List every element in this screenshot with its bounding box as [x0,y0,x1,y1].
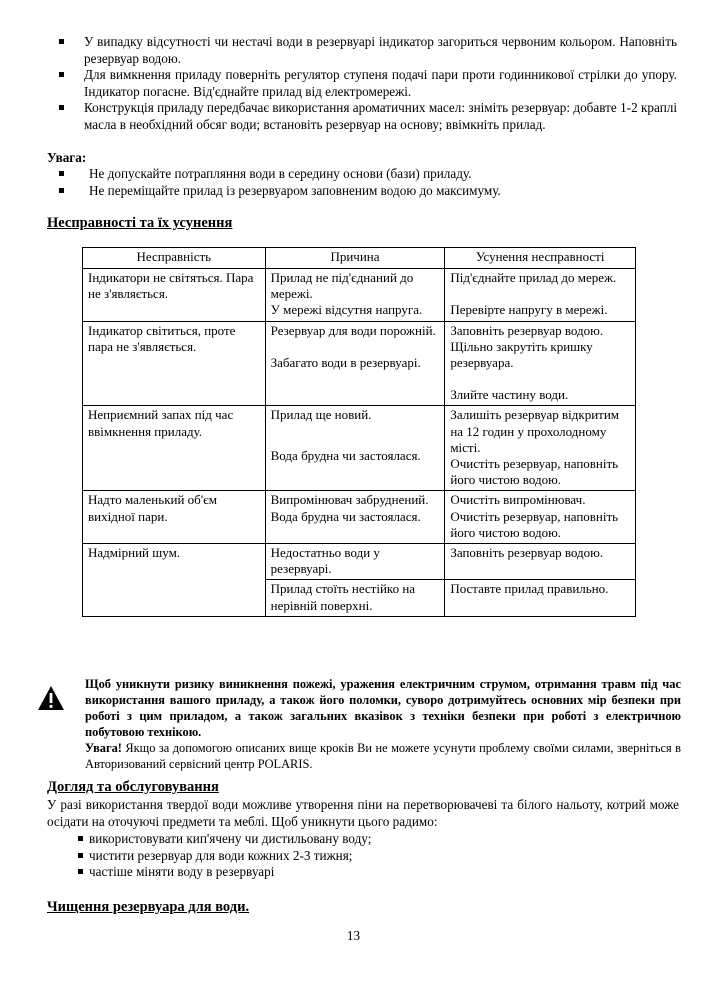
cause-cell: Недостатньо води у резервуарі. [265,544,445,580]
column-header-fix: Усунення несправності [445,248,636,269]
table-row [83,406,636,491]
column-header-cause: Причина [265,248,445,269]
care-section [47,797,679,881]
square-bullet-icon [78,853,83,858]
intro-bullet-list [47,34,677,133]
square-bullet-icon [59,105,64,110]
cause-cell: Випромінювач забруднений. Вода брудна чи застоялася. [265,491,445,544]
attention-list [47,166,677,199]
page-number: 13 [346,928,361,943]
list-item: Для вимкнення приладу поверніть регулятор ступеня подачі пари проти годинникової стрілки до упору. Індикатор погасне. Від'єднайте прилад від електромережі. [47,67,677,100]
list-item: Не допускайте потрапляння води в середину основи (бази) приладу. [47,166,677,183]
fix-cell: Заповніть резервуар водою. [445,544,636,580]
table-row [83,544,636,580]
attention-label: Увага! [85,741,122,755]
care-paragraph: У разі використання твердої води можливе утворення піни на перетворювачеві та білого нальоту, котрий може осідати на оточуючі предмети та меблі. Щоб уникнути цього радимо: [47,797,679,829]
service-center-text: Якщо за допомогою описаних вище кроків Ви не можете усунути проблему своїми силами, зверніться в Авторизований сервісний центр POLARIS. [85,741,681,771]
caution-text [85,676,681,772]
list-item: частіше міняти воду в резервуарі [47,864,679,881]
table-row [83,491,636,544]
care-heading: Догляд та обслуговування [47,779,219,795]
list-item: Конструкція приладу передбачає використання ароматичних масел: зніміть резервуар: добавте 1-2 краплі масла в необхідний обсяг води; встановіть резервуар на основу; ввімкніть прилад. [47,100,677,133]
table-header-row [83,248,636,269]
list-item: У випадку відсутності чи нестачі води в резервуарі індикатор загориться червоним кольором. Наповніть резервуар водою. [47,34,677,67]
cause-cell: Прилад стоїть нестійко на нерівній поверхні. [265,580,445,616]
fix-cell: Під'єднайте прилад до мереж. Перевірте напругу в мережі. [445,269,636,322]
warning-triangle-icon [38,686,64,710]
square-bullet-icon [59,188,64,193]
column-header-fault: Несправність [83,248,266,269]
list-item: Не переміщайте прилад із резервуаром заповненим водою до максимуму. [47,183,677,200]
fix-cell: Поставте прилад правильно. [445,580,636,616]
fault-cell: Неприємний запах під час ввімкнення приладу. [83,406,266,491]
table-row [83,321,636,406]
cause-cell: Прилад ще новий. Вода брудна чи застоялася. [265,406,445,491]
square-bullet-icon [59,171,64,176]
attention-title: Увага: [47,150,87,165]
troubleshooting-heading: Несправності та їх усунення [47,215,233,231]
cause-cell: Резервуар для води порожній. Забагато води в резервуарі. [265,321,445,406]
fault-cell: Індикатор світиться, проте пара не з'являється. [83,321,266,406]
list-item: чистити резервуар для води кожних 2-3 тижня; [47,848,679,865]
fault-cell: Індикатори не світяться. Пара не з'являється. [83,269,266,322]
safety-warning-text: Щоб уникнути ризику виникнення пожежі, ураження електричним струмом, отримання травм під час використання вашого приладу, а також його поломки, суворо дотримуйтесь основних мір безпеки при роботі з цим приладом, а також загальних вказівок з техніки безпеки при роботі з електричною побутовою технікою. [85,677,681,739]
fix-cell: Очистіть випромінювач. Очистіть резервуар, наповніть його чистою водою. [445,491,636,544]
troubleshooting-table [82,247,636,617]
table-row [83,269,636,322]
fault-cell: Надмірний шум. [83,544,266,617]
square-bullet-icon [78,869,83,874]
fault-cell: Надто маленький об'єм вихідної пари. [83,491,266,544]
cleaning-heading: Чищення резервуара для води. [47,899,250,915]
square-bullet-icon [78,836,83,841]
square-bullet-icon [59,39,64,44]
list-item: використовувати кип'ячену чи дистильовану воду; [47,831,679,848]
fix-cell: Залишіть резервуар відкритим на 12 годин у прохолодному місті. Очистіть резервуар, наповніть його чистою водою. [445,406,636,491]
square-bullet-icon [59,72,64,77]
cause-cell: Прилад не під'єднаний до мережі. У мережі відсутня напруга. [265,269,445,322]
fix-cell: Заповніть резервуар водою. Щільно закрутіть кришку резервуара. Злийте частину води. [445,321,636,406]
